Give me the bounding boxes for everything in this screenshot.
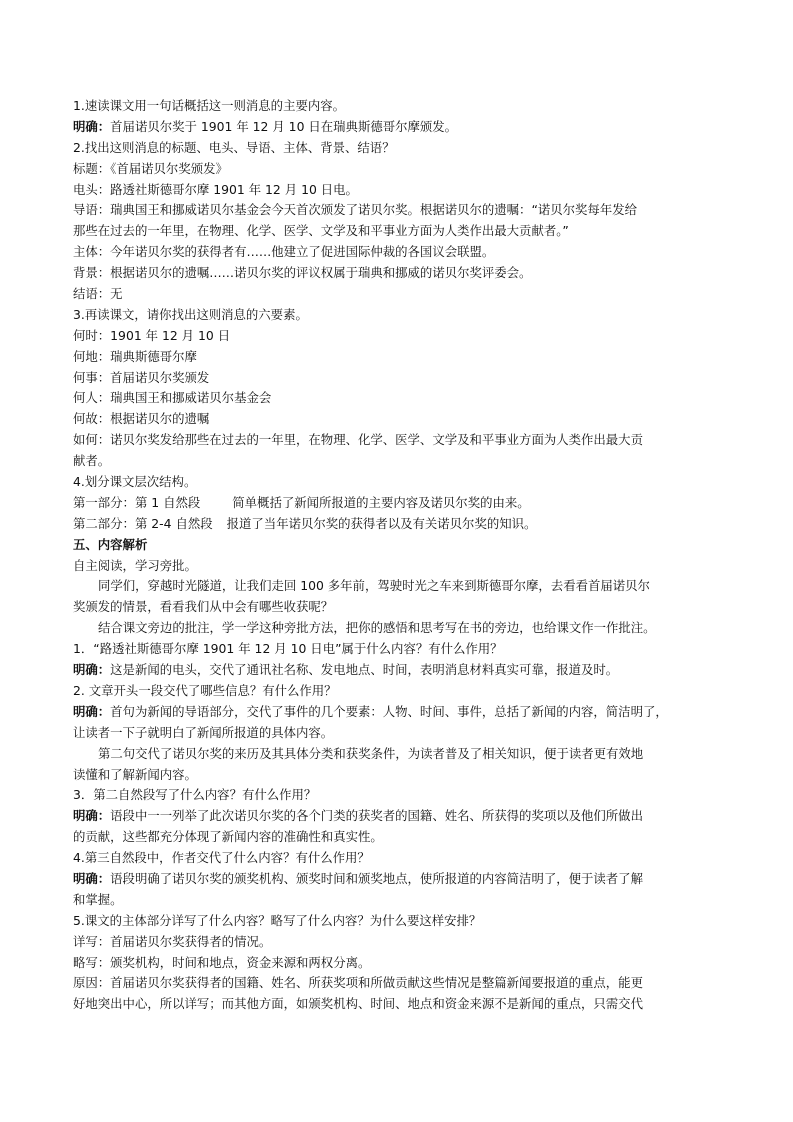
when-line: 何时：1901 年 12 月 10 日 bbox=[73, 327, 231, 343]
analysis-question-5: 5.课文的主体部分详写了什么内容？略写了什么内容？为什么要这样安排？ bbox=[73, 912, 482, 928]
answer-label: 明确： bbox=[73, 703, 111, 719]
answer-label: 明确： bbox=[73, 118, 111, 134]
lead-line: 导语：瑞典国王和挪威诺贝尔基金会今天首次颁发了诺贝尔奖。根据诺贝尔的遗嘱：“诺贝尔奖每年发给 bbox=[73, 202, 637, 218]
analysis-answer-2-para2-cont: 读懂和了解新闻内容。 bbox=[73, 766, 197, 782]
intro-paragraph-cont: 奖颁发的情景，看看我们从中会有哪些收获呢？ bbox=[73, 599, 334, 615]
analysis-question-2: 2. 文章开头一段交代了哪些信息？有什么作用？ bbox=[73, 682, 337, 698]
analysis-answer-3: 明确：语段中一一列举了此次诺贝尔奖的各个门类的获奖者的国籍、姓名、所获得的奖项以及他们所做出 bbox=[73, 808, 643, 824]
analysis-answer-4-cont: 和掌握。 bbox=[73, 891, 123, 907]
analysis-answer-2: 明确：首句为新闻的导语部分，交代了事件的几个要素：人物、时间、事件，总括了新闻的内容，简洁明了， bbox=[73, 703, 668, 719]
analysis-answer-3-cont: 的贡献，这些都充分体现了新闻内容的准确性和真实性。 bbox=[73, 829, 383, 845]
title-line: 标题：《首届诺贝尔奖颁发》 bbox=[73, 160, 228, 176]
analysis-answer-2-cont: 让读者一下子就明白了新闻所报道的具体内容。 bbox=[73, 724, 334, 740]
analysis-answer-2-para2: 第二句交代了诺贝尔奖的来历及其具体分类和获奖条件，为读者普及了相关知识，便于读者更有效地 bbox=[98, 745, 644, 761]
reason-line: 原因：首届诺贝尔奖获得者的国籍、姓名、所获奖项和所做贡献这些情况是整篇新闻要报道的重点，能更 bbox=[73, 975, 643, 991]
where-line: 何地：瑞典斯德哥尔摩 bbox=[73, 348, 197, 364]
part-two-line: 第二部分：第 2-4 自然段 报道了当年诺贝尔奖的获得者以及有关诺贝尔奖的知识。 bbox=[73, 515, 537, 531]
answer-label: 明确： bbox=[73, 808, 111, 824]
body-line: 主体：今年诺贝尔奖的获得者有……他建立了促进国际仲裁的各国议会联盟。 bbox=[73, 244, 495, 260]
dateline-line: 电头：路透社斯德哥尔摩 1901 年 12 月 10 日电。 bbox=[73, 181, 358, 197]
analysis-question-4: 4.第三自然段中，作者交代了什么内容？有什么作用？ bbox=[73, 850, 370, 866]
analysis-question-3: 3．第二自然段写了什么内容？有什么作用？ bbox=[73, 787, 317, 803]
who-line: 何人：瑞典国王和挪威诺贝尔基金会 bbox=[73, 390, 272, 406]
lead-line-cont: 那些在过去的一年里，在物理、化学、医学、文学及和平事业方面为人类作出最大贡献者。” bbox=[73, 223, 569, 239]
annotation-paragraph: 结合课文旁边的批注，学一学这种旁批方法，把你的感悟和思考写在书的旁边，也给课文作一作批注。 bbox=[98, 620, 656, 636]
document-page bbox=[73, 96, 723, 1015]
answer-1: 明确：首届诺贝尔奖于 1901 年 12 月 10 日在瑞典斯德哥尔摩颁发。 bbox=[73, 118, 458, 134]
reason-line-cont: 好地突出中心，所以详写；而其他方面，如颁奖机构、时间、地点和资金来源不是新闻的重点，只需交代 bbox=[73, 996, 643, 1012]
question-2: 2.找出这则消息的标题、电头、导语、主体、背景、结语？ bbox=[73, 139, 395, 155]
part-one-line: 第一部分：第 1 自然段 简单概括了新闻所报道的主要内容及诺贝尔奖的由来。 bbox=[73, 494, 530, 510]
detail-line: 详写：首届诺贝尔奖获得者的情况。 bbox=[73, 933, 272, 949]
question-4: 4.划分课文层次结构。 bbox=[73, 474, 197, 490]
answer-label: 明确： bbox=[73, 870, 111, 886]
analysis-answer-4: 明确：语段明确了诺贝尔奖的颁奖机构、颁奖时间和颁奖地点，使所报道的内容简洁明了，便于读者了解 bbox=[73, 870, 643, 886]
ending-line: 结语：无 bbox=[73, 286, 123, 302]
how-line-cont: 献者。 bbox=[73, 453, 111, 469]
instruction-line: 自主阅读，学习旁批。 bbox=[73, 557, 197, 573]
why-line: 何故：根据诺贝尔的遗嘱 bbox=[73, 411, 210, 427]
analysis-question-1: 1．“路透社斯德哥尔摩 1901 年 12 月 10 日电”属于什么内容？有什么作用？ bbox=[73, 641, 503, 657]
background-line: 背景：根据诺贝尔的遗嘱……诺贝尔奖的评议权属于瑞典和挪威的诺贝尔奖评委会。 bbox=[73, 265, 532, 281]
answer-label: 明确： bbox=[73, 662, 111, 678]
what-line: 何事：首届诺贝尔奖颁发 bbox=[73, 369, 210, 385]
analysis-answer-1: 明确：这是新闻的电头，交代了通讯社名称、发电地点、时间，表明消息材料真实可靠，报道及时。 bbox=[73, 662, 619, 678]
how-line: 如何：诺贝尔奖发给那些在过去的一年里，在物理、化学、医学、文学及和平事业方面为人类作出最大贡 bbox=[73, 432, 643, 448]
brief-line: 略写：颁奖机构，时间和地点，资金来源和两权分离。 bbox=[73, 954, 371, 970]
question-1: 1.速读课文用一句话概括这一则消息的主要内容。 bbox=[73, 98, 346, 113]
intro-paragraph: 同学们，穿越时光隧道，让我们走回 100 多年前，驾驶时光之车来到斯德哥尔摩，去看看首届诺贝尔 bbox=[98, 578, 650, 594]
section-heading: 五、内容解析 bbox=[73, 536, 148, 552]
question-3: 3.再读课文，请你找出这则消息的六要素。 bbox=[73, 306, 308, 322]
